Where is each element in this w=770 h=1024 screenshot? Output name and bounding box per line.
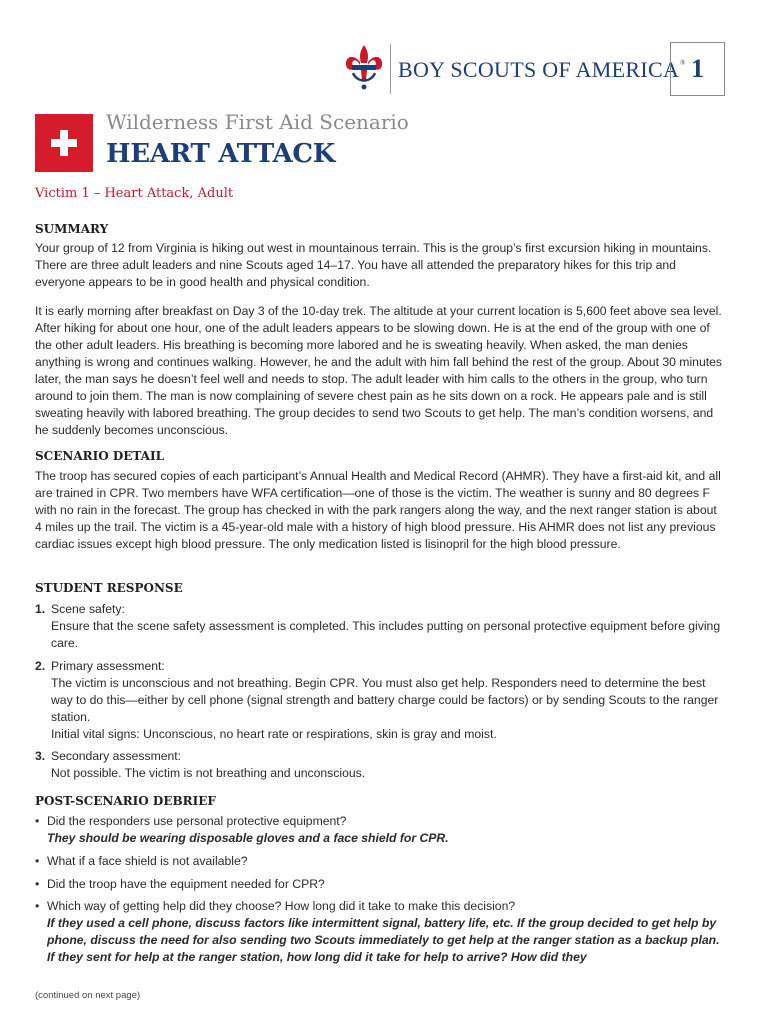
debrief-question: Did the responders use personal protective equipment? <box>47 814 347 828</box>
list-number: 1. <box>35 602 46 616</box>
list-number: 2. <box>35 659 46 673</box>
bullet-icon: • <box>35 899 40 913</box>
bullet-icon: • <box>35 814 40 828</box>
list-item <box>51 748 725 782</box>
registered-mark: ® <box>680 59 686 67</box>
debrief-heading: POST-SCENARIO DEBRIEF <box>35 794 216 808</box>
list-item-text: Ensure that the scene safety assessment is completed. This includes putting on personal protective equipment before giving care. <box>51 619 721 650</box>
continued-note: (continued on next page) <box>35 990 141 1001</box>
debrief-question: Which way of getting help did they choose? How long did it take to make this decision? <box>47 899 516 913</box>
debrief-question: What if a face shield is not available? <box>47 854 248 868</box>
list-item <box>51 658 725 743</box>
list-item-label: Scene safety: <box>51 602 125 616</box>
debrief-answer: If they used a cell phone, discuss factors like intermittent signal, battery life, etc. If the group decided to get help by phone, discuss the need for also sending two Scouts immediately to get help at the ranger station as a backup plan. If they sent for help at the ranger station, how long did it take for help to arrive? How did they <box>47 916 720 964</box>
bullet-icon: • <box>35 877 40 891</box>
response-heading: STUDENT RESPONSE <box>35 581 183 595</box>
summary-heading: SUMMARY <box>35 222 109 236</box>
list-item-label: Secondary assessment: <box>51 749 182 763</box>
summary-paragraph-2: It is early morning after breakfast on Day 3 of the 10-day trek. The altitude at your current location is 5,600 feet above sea level. After hiking for about one hour, one of the adult leaders appears to be slowing down. He is at the end of the group with one of the other adult leaders. His breathing is becoming more labored and he is sweating heavily. When asked, the man denies anything is wrong and continues walking. However, he and the adult with him fall behind the rest of the group. About 30 minutes later, the man says he doesn’t feel well and needs to stop. The adult leader with him calls to the others in the group, who turn around to join them. The man is now complaining of severe chest pain as he sits down on a rock. He appears pale and is still sweating heavily with labored breathing. The group decides to send two Scouts to get help. The man’s condition worsens, and he suddenly becomes unconscious. <box>35 304 722 437</box>
list-number: 3. <box>35 749 46 763</box>
logo-divider <box>390 44 391 94</box>
debrief-item <box>47 898 727 966</box>
org-name: BOY SCOUTS OF AMERICA® <box>398 57 686 82</box>
debrief-answer: They should be wearing disposable gloves and a face shield for CPR. <box>47 831 449 845</box>
list-item <box>51 601 725 652</box>
page-number: 1 <box>670 42 725 96</box>
bullet-icon: • <box>35 854 40 868</box>
victim-line: Victim 1 – Heart Attack, Adult <box>35 186 234 201</box>
page-title: HEART ATTACK <box>106 139 336 169</box>
debrief-item <box>47 876 727 893</box>
debrief-item <box>47 813 727 847</box>
scenario-paragraph: The troop has secured copies of each participant’s Annual Health and Medical Record (AHMR). They have a first-aid kit, and all are trained in CPR. Two members have WFA certification—one of those is the victim. The weather is sunny and 80 degrees F with no rain in the forecast. The group has checked in with the park rangers along the way, and the next ranger station is about 4 miles up the trail. The victim is a 45-year-old male with a history of high blood pressure. His AHMR does not list any previous cardiac issues except high blood pressure. The only medication listed is lisinopril for the high blood pressure. <box>35 469 721 551</box>
debrief-item <box>47 853 727 870</box>
list-item-extra: Initial vital signs: Unconscious, no heart rate or respirations, skin is gray and moist. <box>51 727 497 741</box>
page-subtitle: Wilderness First Aid Scenario <box>106 110 409 134</box>
list-item-text: The victim is unconscious and not breathing. Begin CPR. You must also get help. Responders need to determine the best way to do this—either by cell phone (signal strength and battery charge could be factors) or by sending Scouts to the ranger station. <box>51 676 719 724</box>
summary-paragraph-1: Your group of 12 from Virginia is hiking out west in mountainous terrain. This is the group’s first excursion hiking in mountains. There are three adult leaders and nine Scouts aged 14–17. You have all attended the preparatory hikes for this trip and everyone appears to be in good health and physical condition. <box>35 241 712 289</box>
first-aid-cross-icon <box>35 114 93 172</box>
list-item-text: Not possible. The victim is not breathing and unconscious. <box>51 766 366 780</box>
list-item-label: Primary assessment: <box>51 659 165 673</box>
debrief-question: Did the troop have the equipment needed for CPR? <box>47 877 325 891</box>
fleur-de-lis-emblem-icon <box>343 43 385 93</box>
scenario-heading: SCENARIO DETAIL <box>35 449 165 463</box>
